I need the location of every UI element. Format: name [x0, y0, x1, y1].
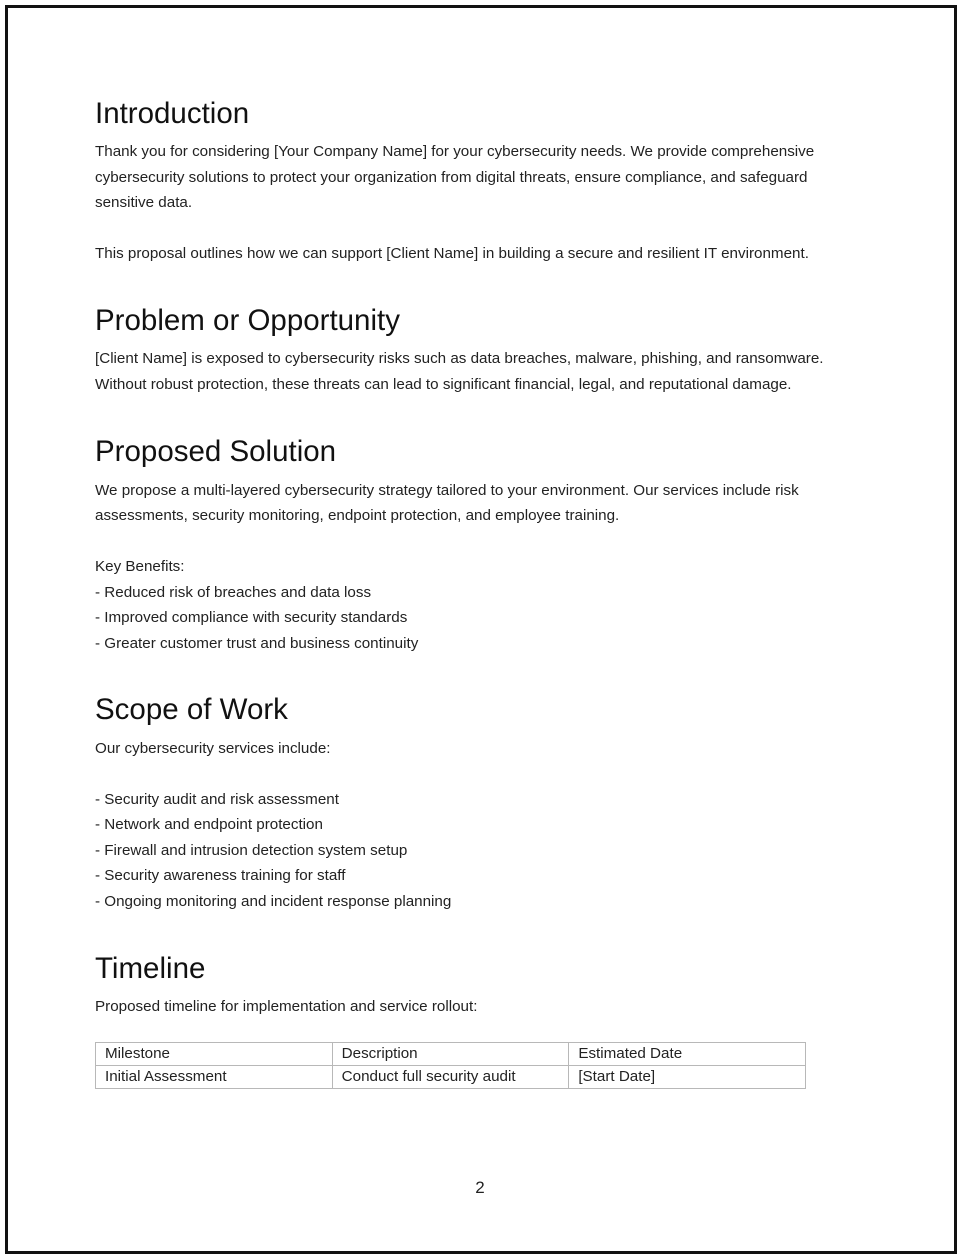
- introduction-paragraph: Thank you for considering [Your Company Name] for your cybersecurity needs. We provide comprehensive cybersecurity solutions to protect your organization from digital threats, ensure compliance, and safeguard sensitive data.: [95, 143, 815, 212]
- problem-heading: Problem or Opportunity: [95, 303, 400, 337]
- benefits-label: Key Benefits:: [95, 558, 185, 576]
- introduction-paragraph: This proposal outlines how we can support [Client Name] in building a secure and resilient IT environment.: [95, 245, 809, 263]
- timeline-heading: Timeline: [95, 952, 206, 986]
- list-item: - Security awareness training for staff: [95, 863, 865, 889]
- table-header-cell: Milestone: [96, 1042, 333, 1065]
- list-item: - Reduced risk of breaches and data loss: [95, 580, 865, 606]
- table-row: [96, 1065, 806, 1088]
- scope-heading: Scope of Work: [95, 693, 288, 727]
- list-item: - Improved compliance with security standards: [95, 605, 865, 631]
- scope-section: [95, 692, 865, 914]
- list-item: - Ongoing monitoring and incident response planning: [95, 889, 865, 915]
- introduction-section: [95, 96, 865, 267]
- table-header-cell: Description: [332, 1042, 569, 1065]
- timeline-section: [95, 951, 865, 1089]
- scope-intro: Our cybersecurity services include:: [95, 739, 331, 757]
- solution-heading: Proposed Solution: [95, 435, 337, 469]
- benefits-list: [95, 580, 865, 657]
- problem-section: [95, 303, 865, 397]
- list-item: - Greater customer trust and business continuity: [95, 631, 865, 657]
- timeline-intro: Proposed timeline for implementation and service rollout:: [95, 998, 478, 1016]
- table-cell: [Start Date]: [569, 1065, 806, 1088]
- table-header-cell: Estimated Date: [569, 1042, 806, 1065]
- introduction-heading: Introduction: [95, 97, 250, 130]
- list-item: - Security audit and risk assessment: [95, 787, 865, 813]
- scope-list: [95, 787, 865, 915]
- list-item: - Firewall and intrusion detection system setup: [95, 838, 865, 864]
- list-item: - Network and endpoint protection: [95, 812, 865, 838]
- page-number: 2: [475, 1178, 485, 1197]
- timeline-table: [95, 1042, 806, 1089]
- table-cell: Initial Assessment: [96, 1065, 333, 1088]
- table-cell: Conduct full security audit: [332, 1065, 569, 1088]
- document-body: [95, 96, 865, 1089]
- solution-paragraph: We propose a multi-layered cybersecurity strategy tailored to your environment. Our services include risk assessments, security monitoring, endpoint protection, and employee training.: [95, 481, 799, 525]
- table-header-row: [96, 1042, 806, 1065]
- solution-section: [95, 434, 865, 656]
- problem-paragraph: [Client Name] is exposed to cybersecurity risks such as data breaches, malware, phishing, and ransomware. Without robust protection, these threats can lead to significant financial, legal, and reputational damage.: [95, 350, 824, 393]
